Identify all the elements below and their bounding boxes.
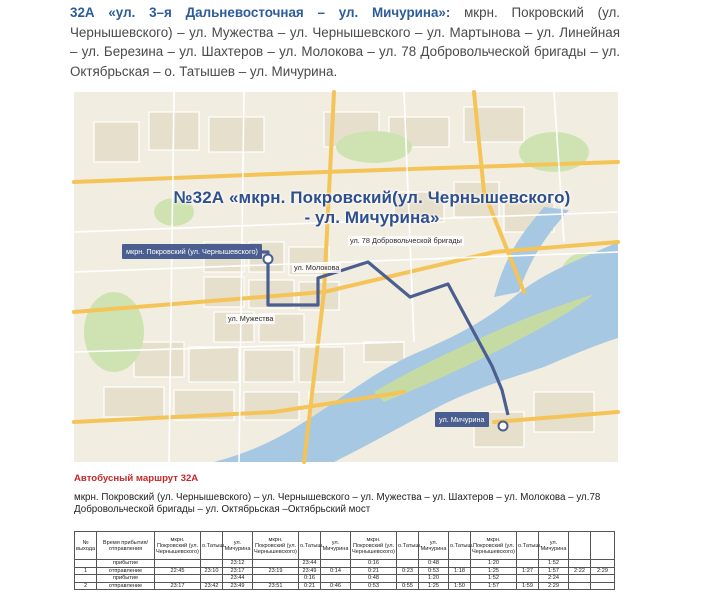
schedule-cell: 23:17 bbox=[155, 582, 201, 590]
schedule-header-cell bbox=[569, 532, 591, 560]
schedule-cell: 0:46 bbox=[321, 582, 351, 590]
schedule-cell: 0:14 bbox=[321, 567, 351, 575]
schedule-row bbox=[75, 567, 615, 575]
schedule-cell bbox=[569, 560, 591, 568]
schedule-cell: 23:19 bbox=[253, 567, 299, 575]
schedule-cell bbox=[449, 575, 471, 583]
schedule-cell bbox=[155, 575, 201, 583]
street-label-molokova: ул. Молокова bbox=[294, 263, 340, 272]
schedule-cell: 1 bbox=[75, 567, 97, 575]
route-intro-paragraph bbox=[70, 3, 620, 81]
end-stop-label: ул. Мичурина bbox=[435, 412, 489, 427]
schedule-table bbox=[74, 531, 615, 590]
schedule-cell: 23:49 bbox=[299, 567, 321, 575]
schedule-header-cell: Время прибытия/отправления bbox=[97, 532, 155, 560]
schedule-cell bbox=[155, 560, 201, 568]
schedule-cell: 2 bbox=[75, 582, 97, 590]
street-label-78-brigade: ул. 78 Добровольческой бригады bbox=[350, 236, 462, 245]
schedule-cell: 0:55 bbox=[397, 582, 419, 590]
map-route-title: №32А «мкрн. Покровский(ул. Чернышевского) - ул. Мичурина» bbox=[173, 188, 571, 227]
schedule-cell: 1:59 bbox=[517, 582, 539, 590]
schedule-cell bbox=[75, 560, 97, 568]
schedule-cell: 1:25 bbox=[471, 567, 517, 575]
schedule-cell bbox=[321, 575, 351, 583]
schedule-cell: прибытие bbox=[97, 575, 155, 583]
schedule-cell bbox=[75, 575, 97, 583]
schedule-header-cell: о.Татыш. bbox=[299, 532, 321, 560]
schedule-cell: отправление bbox=[97, 567, 155, 575]
schedule-cell: 23:10 bbox=[201, 567, 223, 575]
schedule-cell: 23:42 bbox=[201, 582, 223, 590]
schedule-cell: 23:51 bbox=[253, 582, 299, 590]
schedule-cell bbox=[201, 575, 223, 583]
schedule-cell bbox=[517, 560, 539, 568]
schedule-header-cell: мкрн. Покровский (ул. Чернышевского) bbox=[155, 532, 201, 560]
schedule-cell: 0:53 bbox=[351, 582, 397, 590]
schedule-cell: 0:16 bbox=[351, 560, 397, 568]
schedule-cell: 2:29 bbox=[591, 567, 615, 575]
schedule-cell: 2:24 bbox=[539, 575, 569, 583]
schedule-header-row bbox=[75, 532, 615, 560]
schedule-header-cell: ул. Мичурина bbox=[321, 532, 351, 560]
schedule-cell: 23:12 bbox=[223, 560, 253, 568]
schedule-cell: 1:52 bbox=[471, 575, 517, 583]
schedule-cell bbox=[517, 575, 539, 583]
schedule-cell: 23:49 bbox=[223, 582, 253, 590]
schedule-cell: 0:23 bbox=[397, 567, 419, 575]
schedule-cell bbox=[591, 575, 615, 583]
schedule-cell bbox=[253, 560, 299, 568]
route-end-marker bbox=[499, 422, 508, 431]
schedule-cell bbox=[201, 560, 223, 568]
schedule-cell: 23:17 bbox=[223, 567, 253, 575]
route-heading: 32А «ул. 3–я Дальневосточная – ул. Мичурина»: bbox=[70, 5, 451, 20]
schedule-cell: 2:29 bbox=[539, 582, 569, 590]
schedule-header-cell bbox=[591, 532, 615, 560]
schedule-cell bbox=[253, 575, 299, 583]
start-stop-label: мкрн. Покровский (ул. Чернышевского) bbox=[122, 244, 262, 259]
schedule-cell: 0:21 bbox=[299, 582, 321, 590]
schedule-cell: 2:22 bbox=[569, 567, 591, 575]
route-stops-text: мкрн. Покровский (ул. Чернышевского) – ул. Мужества – ул. Чернышевского – ул. Мартынова – ул. Линейная – ул. Березина – ул. Шахтеров – ул. Молокова – ул. 78 Добровольческой бригады – ул. Октябрьская – о. Татышев – ул. Мичурина. bbox=[70, 5, 621, 79]
schedule-cell: 0:48 bbox=[419, 560, 449, 568]
schedule-cell: 1:57 bbox=[539, 567, 569, 575]
street-label-muzhestva: ул. Мужества bbox=[228, 314, 274, 323]
schedule-cell bbox=[569, 582, 591, 590]
schedule-cell bbox=[591, 560, 615, 568]
schedule-cell: 1:20 bbox=[471, 560, 517, 568]
schedule-cell: 0:53 bbox=[419, 567, 449, 575]
schedule-row bbox=[75, 560, 615, 568]
schedule-cell bbox=[321, 560, 351, 568]
schedule-cell: 23:44 bbox=[223, 575, 253, 583]
schedule-row bbox=[75, 575, 615, 583]
schedule-cell: 23:44 bbox=[299, 560, 321, 568]
schedule-header-cell: о.Татыш. bbox=[449, 532, 471, 560]
bus-route-section-title: Автобусный маршрут 32А bbox=[74, 473, 199, 484]
schedule-header-cell: мкрн. Покровский (ул. Чернышевского) bbox=[471, 532, 517, 560]
city-map-image bbox=[74, 92, 618, 462]
schedule-header-cell: мкрн. Покровский (ул. Чернышевского) bbox=[253, 532, 299, 560]
schedule-header-cell: о.Татыш. bbox=[201, 532, 223, 560]
schedule-cell bbox=[569, 575, 591, 583]
schedule-cell bbox=[397, 560, 419, 568]
schedule-cell: 1:57 bbox=[471, 582, 517, 590]
schedule-header-cell: ул. Мичурина bbox=[419, 532, 449, 560]
schedule-cell bbox=[591, 582, 615, 590]
schedule-cell: 1:20 bbox=[419, 575, 449, 583]
schedule-cell bbox=[397, 575, 419, 583]
schedule-row bbox=[75, 582, 615, 590]
schedule-cell: 0:48 bbox=[351, 575, 397, 583]
schedule-cell: 1:25 bbox=[419, 582, 449, 590]
schedule-cell: 1:18 bbox=[449, 567, 471, 575]
schedule-cell: 0:21 bbox=[351, 567, 397, 575]
route-description: мкрн. Покровский (ул. Чернышевского) – ул. Чернышевского – ул. Мужества – ул. Шахтеров – ул. Молокова – ул.78 Добровольческой бригады – ул. Октябрьская –Октябрьский мост bbox=[74, 492, 601, 516]
schedule-cell: 1:50 bbox=[449, 582, 471, 590]
schedule-header-cell: о.Татыш. bbox=[397, 532, 419, 560]
schedule-cell: прибытие bbox=[97, 560, 155, 568]
schedule-header-cell: о.Татыш. bbox=[517, 532, 539, 560]
schedule-header-cell: мкрн. Покровский (ул. Чернышевского) bbox=[351, 532, 397, 560]
schedule-header-cell: ул. Мичурина bbox=[223, 532, 253, 560]
route-map bbox=[74, 92, 618, 462]
route-start-marker bbox=[264, 255, 273, 264]
schedule-cell: 1:27 bbox=[517, 567, 539, 575]
schedule-cell: 22:45 bbox=[155, 567, 201, 575]
schedule-cell: отправление bbox=[97, 582, 155, 590]
schedule-cell: 0:16 bbox=[299, 575, 321, 583]
schedule-header-cell: ул. Мичурина bbox=[539, 532, 569, 560]
schedule-cell bbox=[449, 560, 471, 568]
schedule-cell: 1:52 bbox=[539, 560, 569, 568]
schedule-header-cell: № выхода bbox=[75, 532, 97, 560]
